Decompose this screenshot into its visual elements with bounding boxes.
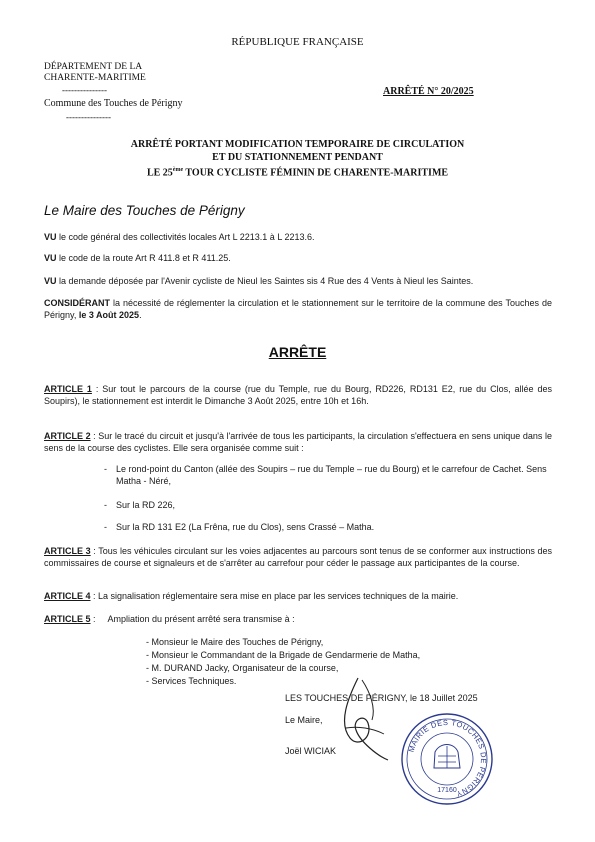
svg-text:17160: 17160 [437, 787, 457, 794]
article-1 [44, 383, 552, 407]
article-text: : Ampliation du présent arrêté sera transmise à : [90, 614, 295, 624]
title-line3-sup: ème [172, 167, 184, 173]
mayor-role: Le Maire, [285, 715, 323, 725]
bullet: - [104, 464, 107, 474]
distribution-item: - Monsieur le Commandant de la Brigade de Gendarmerie de Matha, [146, 650, 421, 660]
visa-3 [44, 275, 552, 287]
considerant-end: . [139, 310, 142, 320]
arrete-heading: ARRÊTE [268, 344, 327, 360]
place-date: LES TOUCHES DE PÉRIGNY, le 18 Juillet 2025 [285, 693, 478, 703]
bullet: - [104, 500, 107, 510]
article-2-item: Sur la RD 226, [116, 500, 176, 510]
official-stamp-seal [400, 712, 494, 806]
visa-label: VU [44, 232, 57, 242]
republic-heading: RÉPUBLIQUE FRANÇAISE [231, 36, 364, 48]
visa-text: le code de la route Art R 411.8 et R 411.25. [56, 253, 231, 263]
title-line2: ET DU STATIONNEMENT PENDANT [212, 152, 383, 163]
separator-1: --------------- [62, 85, 107, 95]
document-title [0, 138, 595, 179]
article-text: : Tous les véhicules circulant sur les voies adjacentes au parcours sont tenus de se conformer aux instructions des commissaires de course et signaleurs et de s'arrêter au carrefour pour céder le passage aux participantes de la course. [44, 546, 552, 568]
article-text: : La signalisation réglementaire sera mise en place par les services techniques de la mairie. [90, 591, 459, 601]
commune-name: Commune des Touches de Périgny [44, 98, 183, 109]
title-line3 [0, 164, 595, 179]
article-5 [44, 613, 552, 625]
title-line1: ARRÊTÉ PORTANT MODIFICATION TEMPORAIRE DE CIRCULATION [130, 139, 465, 150]
considerant [44, 297, 552, 321]
visa-1 [44, 231, 552, 243]
svg-text:MAIRIE DES TOUCHES DE PÉRIGNY: MAIRIE DES TOUCHES DE PÉRIGNY [406, 717, 489, 799]
article-label: ARTICLE 5 [44, 614, 91, 624]
department-line2: CHARENTE-MARITIME [44, 73, 146, 83]
article-label: ARTICLE 1 [44, 384, 92, 394]
bullet: - [104, 522, 107, 532]
article-2 [44, 430, 552, 454]
visa-2 [44, 252, 552, 264]
arrete-number: ARRÊTÉ N° 20/2025 [383, 86, 474, 97]
department-line1: DÉPARTEMENT DE LA [44, 62, 143, 72]
article-2-item: Sur la RD 131 E2 (La Frêna, rue du Clos), sens Crassé – Matha. [116, 522, 375, 532]
article-3 [44, 545, 552, 569]
mayor-name: Joël WICIAK [285, 746, 337, 756]
article-label: ARTICLE 3 [44, 546, 91, 556]
article-text: : Sur tout le parcours de la course (rue du Temple, rue du Bourg, RD226, RD131 E2, rue du Clos, allée des Soupirs), le stationnement est interdit le Dimanche 3 Août 2025, entre 10h et 16h. [44, 384, 552, 406]
title-line3-suffix: TOUR CYCLISTE FÉMININ DE CHARENTE-MARITIME [183, 167, 449, 179]
department-block [44, 62, 146, 84]
article-4 [44, 590, 552, 602]
separator-2: --------------- [66, 112, 111, 122]
mayor-heading: Le Maire des Touches de Périgny [44, 203, 245, 218]
visa-label: VU [44, 276, 57, 286]
article-label: ARTICLE 2 [44, 431, 91, 441]
article-text: : Sur le tracé du circuit et jusqu'à l'arrivée de tous les participants, la circulation s'effectuera en sens unique dans le sens de la course des cyclistes. Elle sera organisée comme suit : [44, 431, 552, 453]
visa-text: le code général des collectivités locales Art L 2213.1 à L 2213.6. [56, 232, 315, 242]
considerant-date: le 3 Août 2025 [78, 310, 140, 320]
visa-text: la demande déposée par l'Avenir cycliste de Nieul les Saintes sis 4 Rue des 4 Vents à Nieul les Saintes. [56, 276, 474, 286]
considerant-text: la nécessité de réglementer la circulation et le stationnement sur le territoire de la commune des Touches de Périgny, [44, 298, 552, 320]
title-line3-prefix: LE 25 [146, 167, 173, 179]
article-2-item: Le rond-point du Canton (allée des Soupirs – rue du Temple – rue du Bourg) et le carrefour de Cachet. Sens Matha - Néré, [116, 464, 547, 486]
handwritten-signature [318, 668, 408, 768]
distribution-item: - M. DURAND Jacky, Organisateur de la course, [146, 663, 339, 673]
distribution-item: - Services Techniques. [146, 676, 237, 686]
considerant-label: CONSIDÉRANT [44, 298, 111, 308]
distribution-item: - Monsieur le Maire des Touches de Périgny, [146, 637, 324, 647]
visa-label: VU [44, 253, 57, 263]
article-label: ARTICLE 4 [44, 591, 91, 601]
